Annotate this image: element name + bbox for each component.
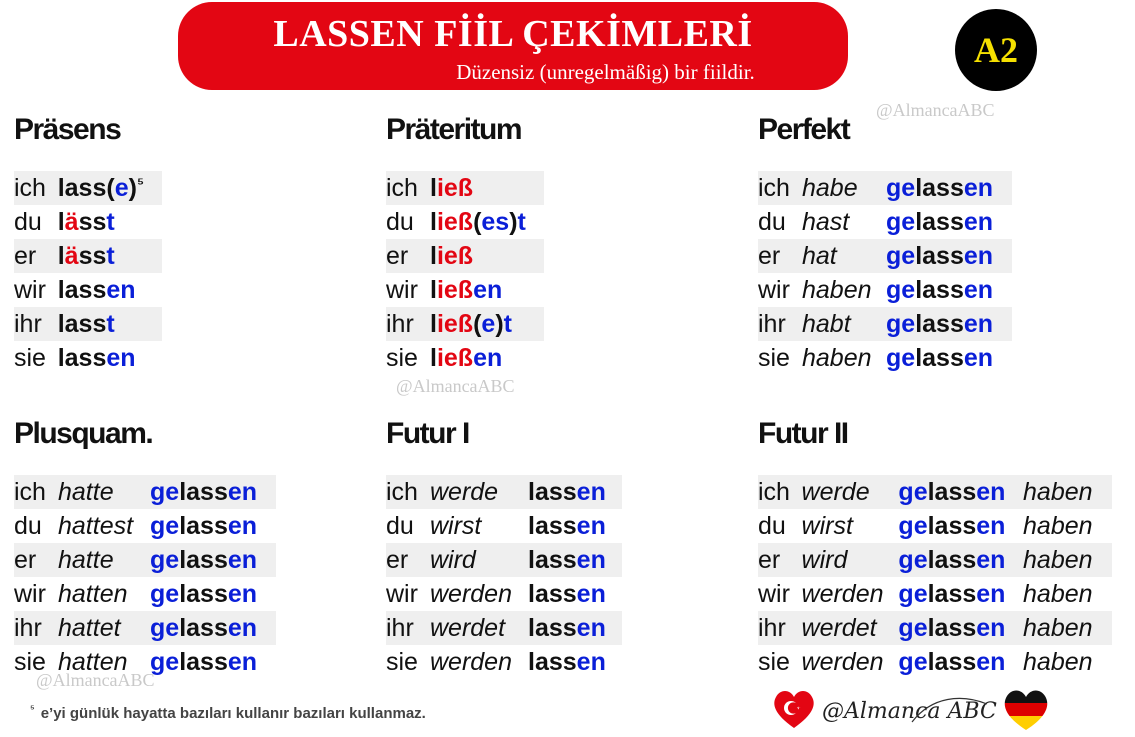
auxiliary-verb-final: haben: [1023, 648, 1093, 676]
footnote-marker: ⁵: [30, 704, 35, 715]
pronoun: ihr: [386, 310, 414, 338]
section-title: Futur II: [758, 417, 848, 450]
verb-part: ge: [898, 648, 928, 676]
verb-part: t: [106, 208, 115, 236]
verb-form: [886, 273, 1012, 307]
verb-part: e: [114, 174, 129, 202]
verb-form: [430, 273, 544, 307]
verb-part: ge: [886, 276, 916, 304]
conjugation-row-er: [758, 239, 1012, 273]
conjugation-row-wir: [386, 273, 544, 307]
verb-part: en: [963, 174, 994, 202]
verb-part: en: [976, 546, 1006, 574]
auxiliary-verb: hatte: [58, 546, 114, 574]
verb-part: en: [576, 580, 606, 608]
verb-part: ge: [898, 614, 928, 642]
verb-part: ge: [886, 174, 916, 202]
verb-form: [886, 205, 1012, 239]
verb-part: lass: [179, 512, 228, 540]
conjugation-row-ich: [758, 475, 1112, 509]
pronoun: ihr: [14, 614, 42, 642]
verb-part: lass: [927, 512, 977, 540]
auxiliary-verb: hatte: [58, 478, 114, 506]
auxiliary-verb: hat: [802, 242, 837, 270]
conjugation-row-du: [758, 205, 1012, 239]
verb-part: lass: [915, 174, 964, 202]
verb-form: [528, 543, 622, 577]
verb-part: ieß: [436, 344, 474, 372]
verb-part: lass: [57, 174, 107, 202]
verb-part: en: [473, 276, 503, 304]
verb-part: ge: [150, 512, 180, 540]
section-prateritum: [386, 110, 544, 375]
verb-part: lass: [915, 344, 964, 372]
conjugation-row-du: [14, 509, 276, 543]
auxiliary-verb: wird: [430, 546, 476, 574]
verb-part: e: [481, 310, 496, 338]
verb-form: [886, 307, 1012, 341]
verb-part: l: [430, 276, 437, 304]
conjugation-row-ich: [14, 475, 276, 509]
page-subtitle: Düzensiz (unregelmäßig) bir fiildir.: [456, 60, 755, 84]
verb-part: en: [576, 512, 606, 540]
auxiliary-verb: hattet: [58, 614, 121, 642]
conjugation-row-sie: [14, 645, 276, 679]
verb-part: lass: [57, 310, 107, 338]
verb-part: en: [976, 580, 1006, 608]
verb-part: en: [576, 648, 606, 676]
verb-part: ge: [150, 614, 180, 642]
verb-form: [150, 543, 276, 577]
auxiliary-verb-final: haben: [1023, 478, 1093, 506]
verb-part: lass: [927, 580, 977, 608]
verb-part: en: [976, 512, 1006, 540]
conjugation-row-ich: [386, 171, 544, 205]
pronoun: ich: [386, 478, 418, 506]
verb-part: en: [576, 546, 606, 574]
verb-form: [150, 645, 276, 679]
section-title: Präsens: [14, 113, 121, 146]
pronoun: er: [14, 546, 37, 574]
section-futur-1: [386, 414, 622, 679]
verb-part: ge: [150, 648, 180, 676]
verb-part: l: [57, 208, 65, 236]
verb-form: [430, 171, 544, 205]
pronoun: ich: [14, 478, 46, 506]
verb-form: [150, 577, 276, 611]
conjugation-row-ich: [14, 171, 162, 205]
pronoun: du: [386, 208, 414, 236]
verb-part: ge: [886, 208, 916, 236]
auxiliary-verb: habt: [802, 310, 851, 338]
verb-form: [898, 543, 1023, 577]
auxiliary-verb: wirst: [801, 512, 853, 540]
watermark: @AlmancaABC: [876, 100, 995, 120]
pronoun: sie: [758, 344, 790, 372]
conjugation-row-wir: [386, 577, 622, 611]
verb-part: lass: [528, 478, 577, 506]
verb-form: [528, 475, 622, 509]
auxiliary-verb: haben: [802, 344, 872, 372]
verb-form: [528, 577, 622, 611]
pronoun: er: [386, 242, 409, 270]
conjugation-row-ihr: [386, 611, 622, 645]
verb-form: [150, 509, 276, 543]
verb-part: (: [473, 310, 482, 338]
verb-part: ge: [898, 478, 928, 506]
section-title: Futur I: [386, 417, 469, 450]
verb-part: ): [509, 208, 518, 236]
verb-part: t: [503, 310, 512, 338]
verb-part: lass: [57, 276, 107, 304]
verb-part: lass: [915, 208, 964, 236]
verb-part: ): [495, 310, 504, 338]
verb-part: lass: [927, 614, 977, 642]
pronoun: sie: [14, 648, 46, 676]
auxiliary-verb: werden: [430, 580, 512, 608]
conjugation-row-ihr: [14, 611, 276, 645]
pronoun: wir: [386, 276, 418, 304]
conjugation-row-er: [386, 239, 544, 273]
auxiliary-verb-final: haben: [1023, 580, 1093, 608]
verb-part: ge: [898, 580, 928, 608]
verb-part: en: [976, 478, 1006, 506]
verb-form: [430, 307, 544, 341]
pronoun: er: [758, 242, 781, 270]
verb-form: [886, 171, 1012, 205]
auxiliary-verb: werde: [801, 478, 870, 506]
verb-part: l: [57, 242, 65, 270]
pronoun: er: [14, 242, 37, 270]
pronoun: wir: [14, 276, 46, 304]
verb-part: lass: [179, 478, 228, 506]
verb-form: [58, 307, 162, 341]
verb-part: ieß: [436, 276, 474, 304]
watermark: @AlmancaABC: [396, 376, 515, 396]
verb-part: ieß: [436, 242, 474, 270]
verb-part: lass: [528, 512, 577, 540]
auxiliary-verb: hatten: [58, 648, 128, 676]
verb-part: ieß: [436, 208, 474, 236]
auxiliary-verb: werden: [801, 580, 884, 608]
verb-part: en: [227, 648, 258, 676]
conjugation-row-er: [386, 543, 622, 577]
verb-part: l: [430, 208, 437, 236]
pronoun: ich: [758, 174, 790, 202]
pronoun: du: [14, 208, 42, 236]
auxiliary-verb: werde: [430, 478, 499, 506]
section-plusquamperfekt: [14, 414, 276, 679]
section-title: Präteritum: [386, 113, 522, 146]
verb-part: en: [963, 208, 994, 236]
pronoun: wir: [758, 276, 790, 304]
pronoun: ich: [14, 174, 46, 202]
watermark: @AlmancaABC: [36, 670, 155, 690]
section-title: Perfekt: [758, 113, 850, 146]
pronoun: wir: [14, 580, 46, 608]
auxiliary-verb-final: haben: [1023, 546, 1093, 574]
verb-part: lass: [528, 580, 577, 608]
verb-part: ): [128, 174, 137, 202]
verb-form: [898, 577, 1023, 611]
verb-form: [898, 475, 1023, 509]
verb-part: en: [227, 478, 258, 506]
verb-part: lass: [915, 310, 964, 338]
pronoun: ich: [758, 478, 790, 506]
verb-part: en: [576, 478, 606, 506]
verb-part: ss: [78, 208, 107, 236]
verb-form: [886, 341, 1012, 375]
pronoun: du: [14, 512, 42, 540]
conjugation-row-ihr: [386, 307, 544, 341]
auxiliary-verb: wirst: [430, 512, 482, 540]
verb-part: (: [473, 208, 482, 236]
conjugation-row-sie: [386, 341, 544, 375]
verb-part: l: [430, 174, 437, 202]
verb-part: ä: [64, 208, 79, 236]
auxiliary-verb-final: haben: [1023, 512, 1093, 540]
verb-part: lass: [528, 614, 577, 642]
pronoun: du: [758, 208, 786, 236]
verb-part: ieß: [436, 174, 474, 202]
conjugation-row-er: [758, 543, 1112, 577]
verb-form: [430, 239, 544, 273]
section-futur-2: [758, 414, 1112, 679]
conjugation-row-wir: [758, 273, 1012, 307]
verb-part: l: [430, 344, 437, 372]
auxiliary-verb: hatten: [58, 580, 128, 608]
verb-part: lass: [915, 276, 964, 304]
verb-part: ge: [886, 242, 916, 270]
verb-part: lass: [927, 546, 977, 574]
verb-part: lass: [927, 648, 977, 676]
pronoun: ihr: [758, 310, 786, 338]
verb-form: [898, 509, 1023, 543]
verb-part: ss: [78, 242, 107, 270]
conjugation-row-du: [386, 205, 544, 239]
verb-form: [150, 475, 276, 509]
verb-part: lass: [179, 648, 228, 676]
pronoun: wir: [758, 580, 790, 608]
page-title: LASSEN FİİL ÇEKİMLERİ: [273, 13, 753, 55]
pronoun: sie: [758, 648, 790, 676]
verb-part: lass: [179, 614, 228, 642]
verb-form: [528, 611, 622, 645]
verb-form: [58, 171, 162, 205]
section-perfekt: [758, 110, 1012, 375]
pronoun: du: [758, 512, 786, 540]
verb-form: [886, 239, 1012, 273]
section-prasens: [14, 110, 162, 375]
pronoun: wir: [386, 580, 418, 608]
verb-form: [430, 341, 544, 375]
conjugation-row-sie: [758, 341, 1012, 375]
verb-part: en: [963, 310, 994, 338]
verb-form: [58, 341, 162, 375]
auxiliary-verb: werden: [801, 648, 884, 676]
conjugation-row-du: [14, 205, 162, 239]
verb-form: [58, 273, 162, 307]
auxiliary-verb: hast: [802, 208, 850, 236]
conjugation-row-wir: [14, 577, 276, 611]
conjugation-row-ihr: [14, 307, 162, 341]
verb-part: ge: [886, 310, 916, 338]
verb-part: en: [106, 276, 136, 304]
pronoun: ich: [386, 174, 418, 202]
verb-part: ge: [898, 546, 928, 574]
verb-part: lass: [528, 648, 577, 676]
conjugation-row-du: [386, 509, 622, 543]
pronoun: er: [386, 546, 409, 574]
verb-part: t: [106, 242, 115, 270]
turkey-flag-heart-icon: [774, 691, 813, 728]
verb-form: [58, 205, 162, 239]
conjugation-row-du: [758, 509, 1112, 543]
auxiliary-verb-final: haben: [1023, 614, 1093, 642]
verb-part: l: [430, 242, 437, 270]
pronoun: sie: [386, 344, 418, 372]
level-badge: A2: [955, 9, 1037, 91]
verb-part: en: [963, 344, 994, 372]
verb-part: l: [430, 310, 437, 338]
verb-part: en: [227, 580, 258, 608]
conjugation-row-wir: [14, 273, 162, 307]
conjugation-row-ihr: [758, 307, 1012, 341]
verb-part: t: [517, 208, 526, 236]
verb-form: [430, 205, 544, 239]
verb-part: en: [963, 242, 994, 270]
verb-part: en: [576, 614, 606, 642]
verb-part: en: [227, 614, 258, 642]
verb-part: lass: [57, 344, 107, 372]
auxiliary-verb: werdet: [801, 614, 877, 642]
verb-part: en: [473, 344, 503, 372]
verb-part: ⁵: [136, 175, 144, 192]
verb-part: lass: [179, 546, 228, 574]
verb-part: lass: [927, 478, 977, 506]
pronoun: sie: [14, 344, 46, 372]
pronoun: ihr: [758, 614, 786, 642]
verb-part: lass: [179, 580, 228, 608]
verb-form: [150, 611, 276, 645]
verb-form: [898, 611, 1023, 645]
verb-form: [528, 645, 622, 679]
verb-part: en: [227, 546, 258, 574]
footnote-text: e’yi günlük hayatta bazıları kullanır bazıları kullanmaz.: [40, 705, 426, 722]
conjugation-row-wir: [758, 577, 1112, 611]
verb-part: en: [976, 614, 1006, 642]
auxiliary-verb: hattest: [58, 512, 134, 540]
verb-part: ge: [150, 580, 180, 608]
signature: [772, 686, 1052, 732]
pronoun: du: [386, 512, 414, 540]
pronoun: ihr: [386, 614, 414, 642]
pronoun: er: [758, 546, 781, 574]
conjugation-row-er: [14, 543, 276, 577]
verb-part: ge: [886, 344, 916, 372]
conjugation-row-sie: [14, 341, 162, 375]
section-title: Plusquam.: [14, 417, 153, 450]
auxiliary-verb: wird: [801, 546, 848, 574]
title-banner: [178, 2, 848, 90]
verb-part: ieß: [436, 310, 474, 338]
auxiliary-verb: werden: [430, 648, 512, 676]
signature-text: @Almanca ABC: [822, 699, 997, 724]
verb-part: ge: [150, 478, 180, 506]
conjugation-row-ihr: [758, 611, 1112, 645]
auxiliary-verb: haben: [802, 276, 872, 304]
verb-part: (: [106, 174, 115, 202]
verb-part: en: [106, 344, 136, 372]
verb-part: lass: [915, 242, 964, 270]
verb-part: ä: [64, 242, 79, 270]
verb-part: en: [963, 276, 994, 304]
signature-art: [772, 686, 1052, 732]
conjugation-row-ich: [758, 171, 1012, 205]
verb-part: ge: [898, 512, 928, 540]
pronoun: ihr: [14, 310, 42, 338]
verb-part: ge: [150, 546, 180, 574]
verb-form: [58, 239, 162, 273]
verb-form: [528, 509, 622, 543]
verb-part: es: [481, 208, 510, 236]
auxiliary-verb: werdet: [430, 614, 506, 642]
germany-flag-heart-icon: [1000, 686, 1052, 732]
verb-form: [898, 645, 1023, 679]
verb-part: t: [106, 310, 115, 338]
conjugation-row-ich: [386, 475, 622, 509]
auxiliary-verb: habe: [802, 174, 858, 202]
verb-part: en: [227, 512, 258, 540]
conjugation-row-er: [14, 239, 162, 273]
conjugation-row-sie: [758, 645, 1112, 679]
verb-part: en: [976, 648, 1006, 676]
conjugation-row-sie: [386, 645, 622, 679]
verb-part: lass: [528, 546, 577, 574]
footnote: [30, 704, 426, 722]
pronoun: sie: [386, 648, 418, 676]
